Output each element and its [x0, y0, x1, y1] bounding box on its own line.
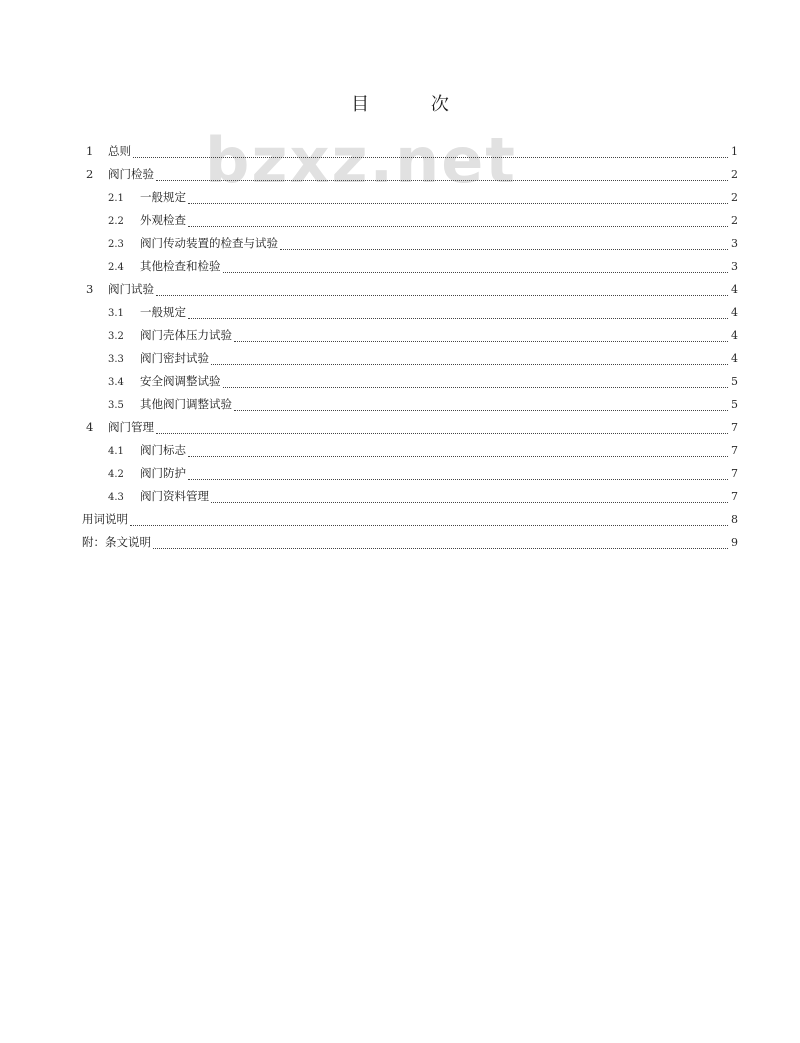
- toc-entry-page: 2: [731, 214, 738, 227]
- toc-entry-label: 用词说明: [82, 512, 128, 526]
- toc-entry-label: 安全阀调整试验: [140, 374, 221, 388]
- toc-entry[interactable]: [82, 373, 738, 396]
- toc-leader-dots: [223, 271, 729, 273]
- toc-leader-dots: [153, 547, 728, 549]
- toc-entry-page: 5: [731, 398, 738, 411]
- toc-entry-label: 附：条文说明: [82, 535, 151, 549]
- toc-entry-number: 3.2: [108, 331, 124, 342]
- toc-entry-page: 9: [731, 536, 738, 549]
- toc-entry-page: 3: [731, 237, 738, 250]
- toc-entry-number: 3.1: [108, 308, 124, 319]
- toc-title: 目 次: [351, 94, 477, 115]
- toc-entry-page: 8: [731, 513, 738, 526]
- toc-entry-label: 其他检查和检验: [140, 259, 221, 273]
- toc-entry-number: 2.2: [108, 216, 124, 227]
- toc-entry-page: 3: [731, 260, 738, 273]
- toc-leader-dots: [188, 225, 728, 227]
- toc-leader-dots: [223, 386, 729, 388]
- toc-entry[interactable]: [82, 235, 738, 258]
- toc-entry-label: 阀门防护: [140, 466, 186, 480]
- toc-entry[interactable]: [82, 189, 738, 212]
- toc-entry-label: 一般规定: [140, 190, 186, 204]
- toc-leader-dots: [156, 294, 728, 296]
- toc-entry[interactable]: [82, 465, 738, 488]
- toc-entry[interactable]: [82, 304, 738, 327]
- toc-entry-label: 总则: [108, 144, 131, 158]
- toc-entry-number: 2.3: [108, 239, 124, 250]
- toc-entry[interactable]: [82, 166, 738, 189]
- toc-entry-page: 7: [731, 467, 738, 480]
- toc-entry-number: 4.1: [108, 446, 124, 457]
- toc-leader-dots: [234, 409, 728, 411]
- toc-entry[interactable]: [82, 350, 738, 373]
- toc-entry-page: 4: [731, 329, 738, 342]
- toc-entry[interactable]: [82, 442, 738, 465]
- toc-leader-dots: [130, 524, 728, 526]
- toc-leader-dots: [188, 317, 728, 319]
- toc-entry-label: 阀门管理: [108, 420, 154, 434]
- toc-entry-number: 4.3: [108, 492, 124, 503]
- toc-entry-page: 7: [731, 421, 738, 434]
- toc-entry-page: 7: [731, 490, 738, 503]
- table-of-contents: [82, 143, 738, 557]
- toc-leader-dots: [211, 501, 728, 503]
- toc-entry-label: 其他阀门调整试验: [140, 397, 232, 411]
- toc-entry-label: 阀门标志: [140, 443, 186, 457]
- toc-entry-page: 5: [731, 375, 738, 388]
- toc-entry[interactable]: [82, 258, 738, 281]
- toc-entry[interactable]: [82, 143, 738, 166]
- toc-entry[interactable]: [82, 488, 738, 511]
- toc-entry-page: 1: [731, 145, 738, 158]
- toc-entry-number: 3.4: [108, 377, 124, 388]
- toc-entry-page: 4: [731, 306, 738, 319]
- toc-entry[interactable]: [82, 511, 738, 534]
- toc-entry-number: 3.5: [108, 400, 124, 411]
- toc-entry-label: 阀门壳体压力试验: [140, 328, 232, 342]
- toc-entry-number: 2.1: [108, 193, 124, 204]
- toc-entry-label: 阀门资料管理: [140, 489, 209, 503]
- toc-leader-dots: [234, 340, 728, 342]
- toc-entry[interactable]: [82, 327, 738, 350]
- toc-leader-dots: [156, 432, 728, 434]
- toc-leader-dots: [133, 156, 728, 158]
- toc-entry-label: 一般规定: [140, 305, 186, 319]
- toc-entry-label: 阀门检验: [108, 167, 154, 181]
- toc-entry-number: 1: [86, 144, 94, 158]
- toc-entry[interactable]: [82, 212, 738, 235]
- toc-entry-page: 7: [731, 444, 738, 457]
- toc-leader-dots: [156, 179, 728, 181]
- toc-entry[interactable]: [82, 281, 738, 304]
- toc-entry-label: 外观检查: [140, 213, 186, 227]
- toc-entry-number: 3: [86, 282, 94, 296]
- toc-entry-number: 4.2: [108, 469, 124, 480]
- toc-entry-page: 2: [731, 168, 738, 181]
- toc-entry-label: 阀门密封试验: [140, 351, 209, 365]
- toc-entry[interactable]: [82, 419, 738, 442]
- toc-entry-number: 2.4: [108, 262, 124, 273]
- toc-leader-dots: [280, 248, 728, 250]
- toc-entry-page: 4: [731, 352, 738, 365]
- toc-entry-number: 4: [86, 420, 94, 434]
- toc-entry-label: 阀门传动装置的检查与试验: [140, 236, 278, 250]
- toc-entry[interactable]: [82, 396, 738, 419]
- toc-entry-page: 2: [731, 191, 738, 204]
- toc-leader-dots: [211, 363, 728, 365]
- toc-leader-dots: [188, 202, 728, 204]
- toc-entry-label: 阀门试验: [108, 282, 154, 296]
- toc-entry-number: 2: [86, 167, 94, 181]
- toc-entry[interactable]: [82, 534, 738, 557]
- watermark: bzxz.net: [205, 124, 517, 197]
- toc-leader-dots: [188, 478, 728, 480]
- toc-leader-dots: [188, 455, 728, 457]
- toc-entry-number: 3.3: [108, 354, 124, 365]
- toc-entry-page: 4: [731, 283, 738, 296]
